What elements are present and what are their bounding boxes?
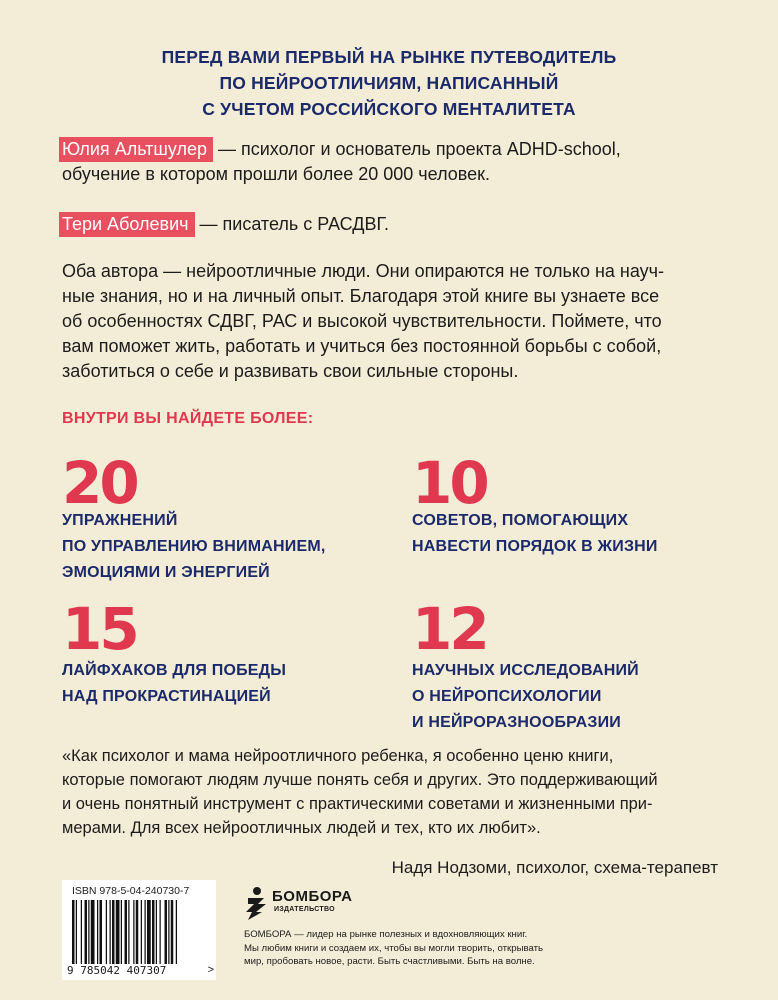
- author-bio-text: — психолог и основатель проекта ADHD-school,: [212, 139, 621, 159]
- stat-tips: [412, 449, 658, 560]
- stat-line: ПО УПРАВЛЕНИЮ ВНИМАНИЕМ,: [62, 538, 326, 555]
- author-bio-text: — писатель с РАСДВГ.: [194, 214, 390, 234]
- barcode-digits: 9 785042 407307: [67, 964, 167, 977]
- stat-line: НАД ПРОКРАСТИНАЦИЕЙ: [62, 688, 271, 705]
- description-line: Оба автора — нейроотличные люди. Они опираются не только на науч-: [62, 261, 665, 281]
- headline-line: ПЕРЕД ВАМИ ПЕРВЫЙ НА РЫНКЕ ПУТЕВОДИТЕЛЬ: [161, 47, 617, 67]
- barcode-panel: [62, 880, 216, 980]
- stat-line: ЛАЙФХАКОВ ДЛЯ ПОБЕДЫ: [62, 662, 287, 679]
- description-line: ные знания, но и на личный опыт. Благодаря этой книге вы узнаете все: [62, 286, 660, 306]
- barcode-arrow: >: [207, 964, 214, 976]
- testimonial-quote: [62, 744, 722, 840]
- stat-exercises: [62, 449, 326, 586]
- stat-lifehacks: [62, 595, 287, 710]
- barcode-icon: [72, 900, 208, 964]
- stat-line: ЭМОЦИЯМИ И ЭНЕРГИЕЙ: [62, 564, 270, 581]
- stat-description: [62, 658, 286, 710]
- publisher-note-line: Мы любим книги и создаем их, чтобы вы могли творить, открывать: [244, 942, 543, 954]
- stat-line: УПРАЖНЕНИЙ: [62, 512, 178, 529]
- quote-author: Надя Нодзоми, психолог, схема-терапевт: [391, 858, 718, 877]
- stat-description: [412, 658, 639, 736]
- stat-line: О НЕЙРОПСИХОЛОГИИ: [412, 688, 602, 705]
- quote-line: мерами. Для всех нейроотличных людей и тех, кто их любит».: [62, 819, 541, 837]
- stat-line: СОВЕТОВ, ПОМОГАЮЩИХ: [412, 512, 629, 529]
- inside-section-title: ВНУТРИ ВЫ НАЙДЕТЕ БОЛЕЕ:: [62, 410, 314, 427]
- stat-number: 10: [412, 449, 487, 517]
- stat-number: 12: [412, 595, 487, 663]
- publisher-note-line: БОМБОРА — лидер на рынке полезных и вдохновляющих книг.: [244, 929, 528, 940]
- stat-number: 20: [62, 449, 137, 517]
- publisher-subtitle: ИЗДАТЕЛЬСТВО: [274, 906, 335, 913]
- description-line: вам поможет жить, работать и учиться без постоянной борьбы с собой,: [62, 336, 662, 356]
- headline-line: ПО НЕЙРООТЛИЧИЯМ, НАПИСАННЫЙ: [219, 73, 559, 93]
- author-bio-abolevich: [62, 212, 722, 237]
- publisher-note-line: мир, пробовать новое, расти. Быть счастливыми. Быть на волне.: [244, 956, 535, 967]
- description-line: об особенностях СДВГ, РАС и высокой чувствительности. Поймете, что: [62, 311, 662, 331]
- stat-line: НАУЧНЫХ ИССЛЕДОВАНИЙ: [412, 662, 639, 679]
- headline: [0, 44, 778, 122]
- isbn-label: ISBN 978-5-04-240730-7: [72, 885, 190, 897]
- stat-description: [62, 508, 326, 586]
- author-name-highlight: Юлия Альтшулер: [59, 137, 213, 162]
- quote-line: которые помогают людям лучше понять себя и других. Это поддерживающий: [62, 771, 658, 789]
- stat-description: [412, 508, 658, 560]
- description-line: заботиться о себе и развивать свои сильные стороны.: [62, 361, 519, 381]
- stat-line: НАВЕСТИ ПОРЯДОК В ЖИЗНИ: [412, 538, 658, 555]
- publisher-name: БОМБОРА: [272, 888, 353, 905]
- quote-line: и очень понятный инструмент с практическими советами и жизненными при-: [62, 795, 653, 813]
- quote-line: «Как психолог и мама нейроотличного ребенка, я особенно ценю книги,: [62, 747, 614, 765]
- bombora-logo-icon: [244, 886, 270, 922]
- stat-number: 15: [62, 595, 137, 663]
- headline-line: С УЧЕТОМ РОССИЙСКОГО МЕНТАЛИТЕТА: [202, 99, 576, 119]
- stat-line: И НЕЙРОРАЗНООБРАЗИИ: [412, 714, 622, 731]
- description: [62, 259, 722, 384]
- author-bio-altshuler: [62, 137, 722, 187]
- stat-research: [412, 595, 639, 736]
- publisher-note: [244, 928, 543, 969]
- author-bio-text: обучение в котором прошли более 20 000 человек.: [62, 164, 491, 184]
- author-name-highlight: Тери Аболевич: [59, 212, 195, 237]
